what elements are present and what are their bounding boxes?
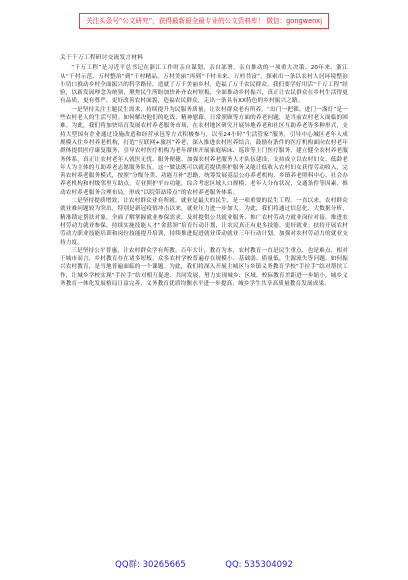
document-body: [60, 54, 348, 288]
footer: [0, 558, 408, 570]
paragraph-employment: 二是坚持提质增效，让农村群众业有所就。就业是最大的民生，是一项重要的民生工程。一直以来，农村群众就业难问题较为突出，特别是新冠疫情冲击以来，就业压力进一步加大。为此，我们将通过信息化、大数据分析，精准锁定帮扶对象，全面了解掌握就业参保需求，及时提供公共就业服务，推广农村劳动力就业岗位对接、推进农村劳动力就业参保，持续实施技能人才“金蓝领”培育行动计划，让农民真正有更多技能、更好就业；扶持开展农村劳动力职业技能培训和岗位技能提升培训，持续推进促进就业带动就业三年行动计划，加强对农村劳动力的就业支持力度。: [60, 198, 348, 246]
footer-qq-group: QQ群: 30265665: [115, 560, 186, 570]
paragraph-intro: “千万工程”是习近平总书记在浙江工作时亲自谋划、亲自部署、亲自推动的一项重大决策。20年来，浙江从“千村示范、万村整治”到“千村精品、万村美丽”再到“千村未来、万村共富”，探索出一条以农村人居环境整治小切口推动乡村全面振兴的科学路径，造就了万千美丽乡村，造福了万千农民群众。我们要学好用活“千万工程”经验，以新发展理念为统领，聚焦民生所盼加快补齐农村短板，全面推动乡村振兴，真正让农民群众在乡村生活得更有品质、更有尊严，更好改善农村面貌，造福农民群众，走出一条具有XX特色的乡村振兴之路。: [60, 65, 348, 105]
paragraph-elderly-care: 一是坚持关注主题民生需求，持续提升为民服务质量，让农村群众老有所养。“出门一把锁、进门一盏灯”是一些农村老人的生活写照。如何解决他们的吃饭、精神慰藉、日常照顾等方面的养老问题，是当前农村老人面临的困难。为此，我们将加快培育发展农村养老服务市场，在农村地区研究开展异地养老和社区互助养老等多种形式，支持大型国有企业通过设施改造和经营承包等方式积极参与，以至24小时“生活管家”服务，引导中心城区老年人成规模入住乡村养老机构，打造“互联网+旅居”养老，深入推进农村医养结合，鼓励有条件的医疗机构面向农村老年群体提供医疗康复服务，引导农村医疗机构为老年群体开展家庭病床、巡诊等上门医疗服务，建立健全农村养老服务体系，真正让农村老年人就医无忧、服务便捷。加强农村养老服务人才队伍建设，支持成立以农村妇女、低龄老年人为主体的互助养老志愿服务队伍，这一做法既可以就近提供照护服务又能让低收入农村妇女获得劳动收入，完善农村养老服务模式，按照“分级分类、功能互补”思路，统筹发展基层公办养老机构、乡镇养老照料中心、社会办养老机构和村级邻里互助点，专业照护平台功能，综合考虑区域人口规模、老年人分布状况、交通条件等因素，推动农村养老服务合理布局，形成“以院带站带点”的农村养老服务体系。: [60, 106, 348, 196]
footer-qq: QQ: 535304092: [225, 560, 293, 570]
document-title: 关于千万工程研讨交流发言材料: [60, 55, 144, 61]
paragraph-education: 三是坚持公平普惠，让农村群众学有所教。百年大计，教育为本，农村教育一直是民生重点，也是难点，相对于城市而言，乡村教育存在诸多短板，众多农村学校普遍存在规模小、基础弱、质量低、生源流失等问题。如何振兴农村教育，是当地普遍面临的一个课题。为此，我们将深入开展主城区与乡镇义务教育学校“手拉手”结对帮扶工作，让城乡学校实现“手拉手”结对相互促进、共同发展，努力实现城乡、区域、校际教育差距进一步缩小，城乡义务教育一体化发展格局日益完善，义务教育优质均衡水平进一步提高，城乡学生共享高质量教育发展成果。: [60, 247, 348, 288]
banner-text: 关注头条号“公文研究”，获得最新最全最专业的公文资料库！ 微信：gongwenxj: [79, 13, 329, 29]
top-banner: [0, 8, 408, 29]
